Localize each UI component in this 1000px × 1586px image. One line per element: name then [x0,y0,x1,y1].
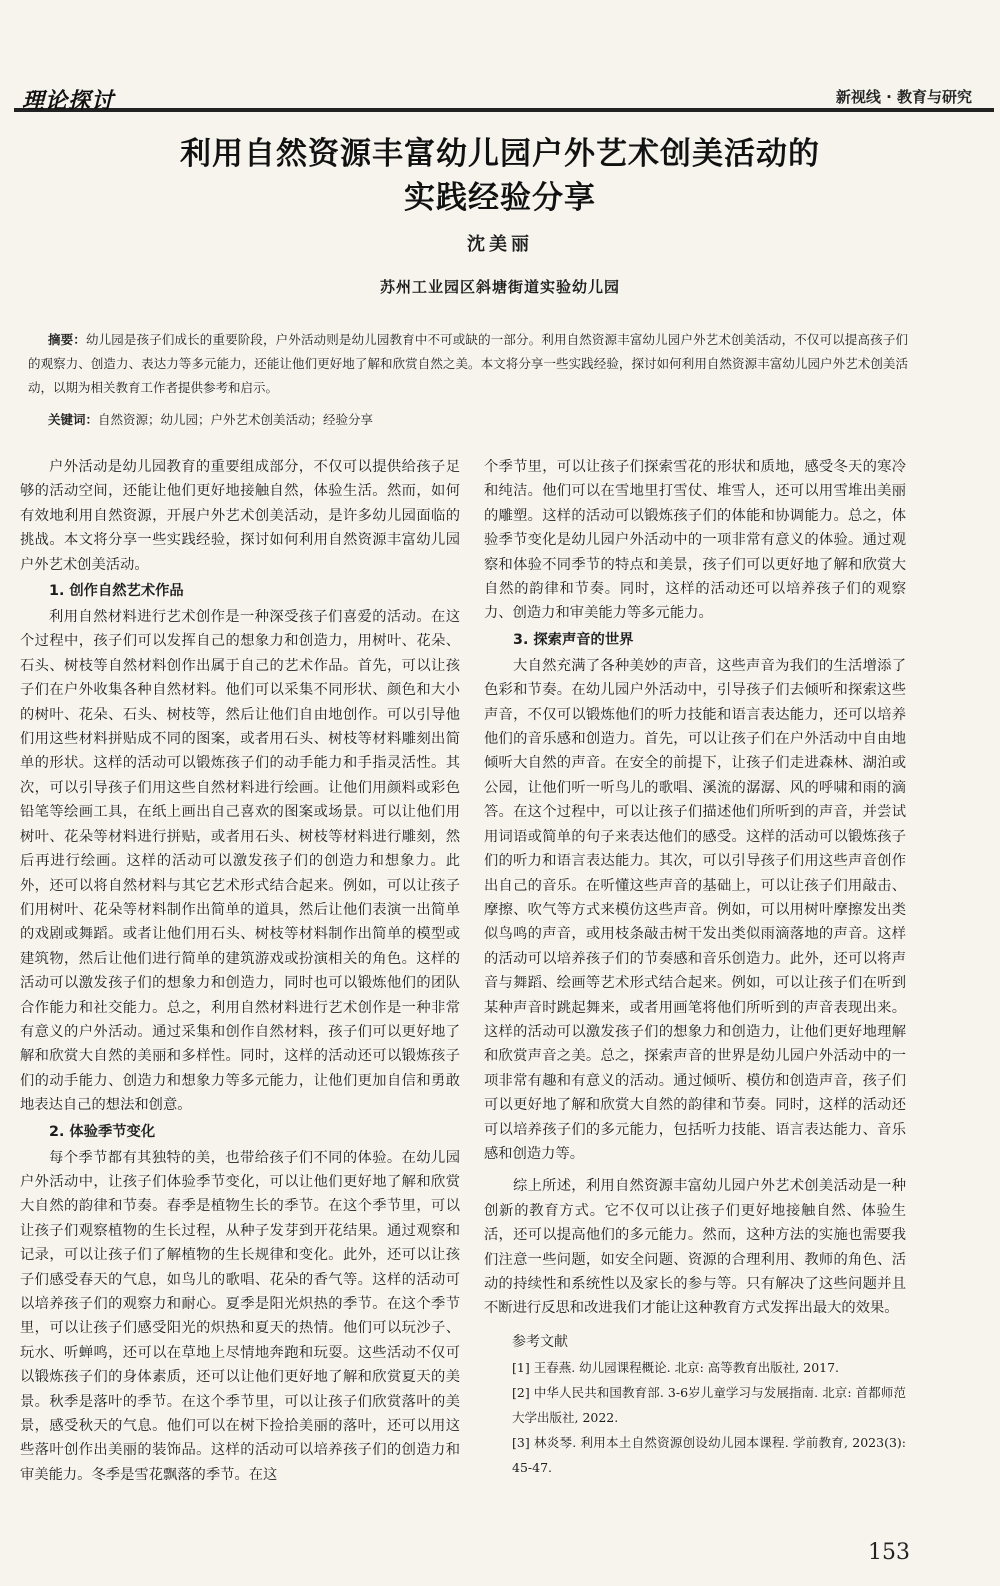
keywords [48,410,908,428]
reference-item [484,1355,906,1380]
keywords-text: 自然资源；幼儿园；户外艺术创美活动；经验分享 [98,412,374,427]
header-rule [14,108,994,112]
right-column [484,455,906,1480]
keywords-label: 关键词： [48,412,99,427]
section-2-paragraph-continued: 个季节里，可以让孩子们探索雪花的形状和质地，感受冬天的寒冷和纯洁。他们可以在雪地里打雪仗、堆雪人，还可以用雪堆出美丽的雕塑。这样的活动可以锻炼孩子们的体能和协调能力。总之，体验季节变化是幼儿园户外活动中的一项非常有意义的体验。通过观察和体验不同季节的特点和美景，孩子们可以更好地了解和欣赏大自然的韵律和节奏。同时，这样的活动还可以培养孩子们的观察力、创造力和审美能力等多元能力。 [484,459,906,622]
intro-paragraph: 户外活动是幼儿园教育的重要组成部分，不仅可以提供给孩子足够的活动空间，还能让他们更好地接触自然，体验生活。然而，如何有效地利用自然资源，开展户外艺术创美活动，是许多幼儿园面临的挑战。本文将分享一些实践经验，探讨如何利用自然资源丰富幼儿园户外艺术创美活动。 [20,459,460,573]
reference-number: [1] [512,1359,530,1375]
journal-name: 新视线 · 教育与研究 [835,88,972,106]
conclusion-paragraph: 综上所述，利用自然资源丰富幼儿园户外艺术创美活动是一种创新的教育方式。它不仅可以让孩子们更好地接触自然、体验生活，还可以提高他们的多元能力。然而，这种方法的实施也需要我们注意一些问题，如安全问题、资源的合理利用、教师的角色、活动的持续性和系统性以及家长的参与等。只有解决了这些问题并且不断进行反思和改进我们才能让这种教育方式发挥出最大的效果。 [484,1178,906,1317]
reference-text: 中华人民共和国教育部. 3-6岁儿童学习与发展指南. 北京: 首都师范大学出版社, 2022. [512,1384,906,1425]
abstract-text: 幼儿园是孩子们成长的重要阶段，户外活动则是幼儿园教育中不可或缺的一部分。利用自然资源丰富幼儿园户外艺术创美活动，不仅可以提高孩子们的观察力、创造力、表达力等多元能力，还能让他们更好地了解和欣赏自然之美。本文将分享一些实践经验，探讨如何利用自然资源丰富幼儿园户外艺术创美活动，以期为相关教育工作者提供参考和启示。 [28,332,908,395]
references-title: 参考文献 [512,1333,568,1350]
section-heading-3: 3. 探索声音的世界 [513,631,634,648]
reference-number: [2] [512,1384,530,1400]
article-title-line2: 实践经验分享 [404,180,596,216]
reference-text: 林炎琴. 利用本土自然资源创设幼儿园本课程. 学前教育, 2023(3): 45-47. [512,1434,906,1475]
section-3-paragraph: 大自然充满了各种美妙的声音，这些声音为我们的生活增添了色彩和节奏。在幼儿园户外活动中，引导孩子们去倾听和探索这些声音，不仅可以锻炼他们的听力技能和语言表达能力，还可以培养他们的音乐感和创造力。首先，可以让孩子们在户外活动中自由地倾听大自然的声音。在安全的前提下，让孩子们走进森林、湖泊或公园，让他们听一听鸟儿的歌唱、溪流的潺潺、风的呼啸和雨的滴答。在这个过程中，可以让孩子们描述他们所听到的声音，并尝试用词语或简单的句子来表达他们的感受。这样的活动可以锻炼孩子们的听力和语言表达能力。其次，可以引导孩子们用这些声音创作出自己的音乐。在听懂这些声音的基础上，可以让孩子们用敲击、摩擦、吹气等方式来模仿这些声音。例如，可以用树叶摩擦发出类似鸟鸣的声音，或用枝条敲击树干发出类似雨滴落地的声音。这样的活动可以培养孩子们的节奏感和音乐创造力。此外，还可以将声音与舞蹈、绘画等艺术形式结合起来。例如，可以让孩子们在听到某种声音时跳起舞来，或者用画笔将他们所听到的声音表现出来。这样的活动可以激发孩子们的想象力和创造力，让他们更好地理解和欣赏声音之美。总之，探索声音的世界是幼儿园户外活动中的一项非常有趣和有意义的活动。通过倾听、模仿和创造声音，孩子们可以更好地了解和欣赏大自然的韵律和节奏。同时，这样的活动还可以培养孩子们的多元能力，包括听力技能、语言表达能力、音乐感和创造力等。 [484,657,906,1162]
article-title-line1: 利用自然资源丰富幼儿园户外艺术创美活动的 [180,136,820,172]
reference-number: [3] [512,1434,530,1450]
reference-item [484,1380,906,1430]
page-number: 153 [868,1540,910,1565]
section-2-paragraph: 每个季节都有其独特的美，也带给孩子们不同的体验。在幼儿园户外活动中，让孩子们体验季节变化，可以让他们更好地了解和欣赏大自然的韵律和节奏。春季是植物生长的季节。在这个季节里，可以让孩子们观察植物的生长过程，从种子发芽到开花结果。通过观察和记录，可以让孩子们了解植物的生长规律和变化。此外，还可以让孩子们感受春天的气息，如鸟儿的歌唱、花朵的香气等。这样的活动可以培养孩子们的观察力和耐心。夏季是阳光炽热的季节。在这个季节里，可以让孩子们感受阳光的炽热和夏天的热情。他们可以玩沙子、玩水、听蝉鸣，还可以在草地上尽情地奔跑和玩耍。这些活动不仅可以锻炼孩子们的身体素质，还可以让他们更好地了解和欣赏夏天的美景。秋季是落叶的季节。在这个季节里，可以让孩子们欣赏落叶的美景，感受秋天的气息。他们可以在树下捡拾美丽的落叶，还可以用这些落叶创作出美丽的装饰品。这样的活动可以培养孩子们的创造力和审美能力。冬季是雪花飘落的季节。在这 [20,1149,460,1483]
reference-item [484,1430,906,1480]
author: 沈美丽 [467,234,533,255]
reference-text: 王春燕. 幼儿园课程概论. 北京: 高等教育出版社, 2017. [533,1359,840,1375]
section-heading-1: 1. 创作自然艺术作品 [49,583,184,600]
abstract-label: 摘要： [48,332,86,347]
section-heading-2: 2. 体验季节变化 [49,1123,156,1140]
affiliation: 苏州工业园区斜塘街道实验幼儿园 [379,278,620,296]
left-column [20,455,460,1487]
header-band [14,82,994,116]
section-1-paragraph: 利用自然材料进行艺术创作是一种深受孩子们喜爱的活动。在这个过程中，孩子们可以发挥自己的想象力和创造力，用树叶、花朵、石头、树枝等自然材料创作出属于自己的艺术作品。首先，可以让孩子们在户外收集各种自然材料。他们可以采集不同形状、颜色和大小的树叶、花朵、石头、树枝等，然后让他们自由地创作。可以引导他们用这些材料拼贴成不同的图案，或者用石头、树枝等材料雕刻出简单的形状。这样的活动可以锻炼孩子们的动手能力和手指灵活性。其次，可以引导孩子们用这些自然材料进行绘画。让他们用颜料或彩色铅笔等绘画工具，在纸上画出自己喜欢的图案或场景。可以让他们用树叶、花朵等材料进行拼贴，或者用石头、树枝等材料进行雕刻，然后再进行绘画。这样的活动可以激发孩子们的创造力和想象力。此外，还可以将自然材料与其它艺术形式结合起来。例如，可以让孩子们用树叶、花朵等材料制作出简单的道具，然后让他们表演一出简单的戏剧或舞蹈。或者让他们用石头、树枝等材料制作出简单的模型或建筑物，然后让他们进行简单的建筑游戏或扮演相关的角色。这样的活动可以激发孩子们的想象力和创造力，同时也可以锻炼他们的团队合作能力和社交能力。总之，利用自然材料进行艺术创作是一种非常有意义的户外活动。通过采集和创作自然材料，孩子们可以更好地了解和欣赏大自然的美丽和多样性。同时，这样的活动还可以锻炼孩子们的动手能力、创造力和想象力等多元能力，让他们更加自信和勇敢地表达自己的想法和创意。 [20,609,460,1114]
section-tag: 理论探讨 [22,89,115,114]
abstract [28,328,908,400]
